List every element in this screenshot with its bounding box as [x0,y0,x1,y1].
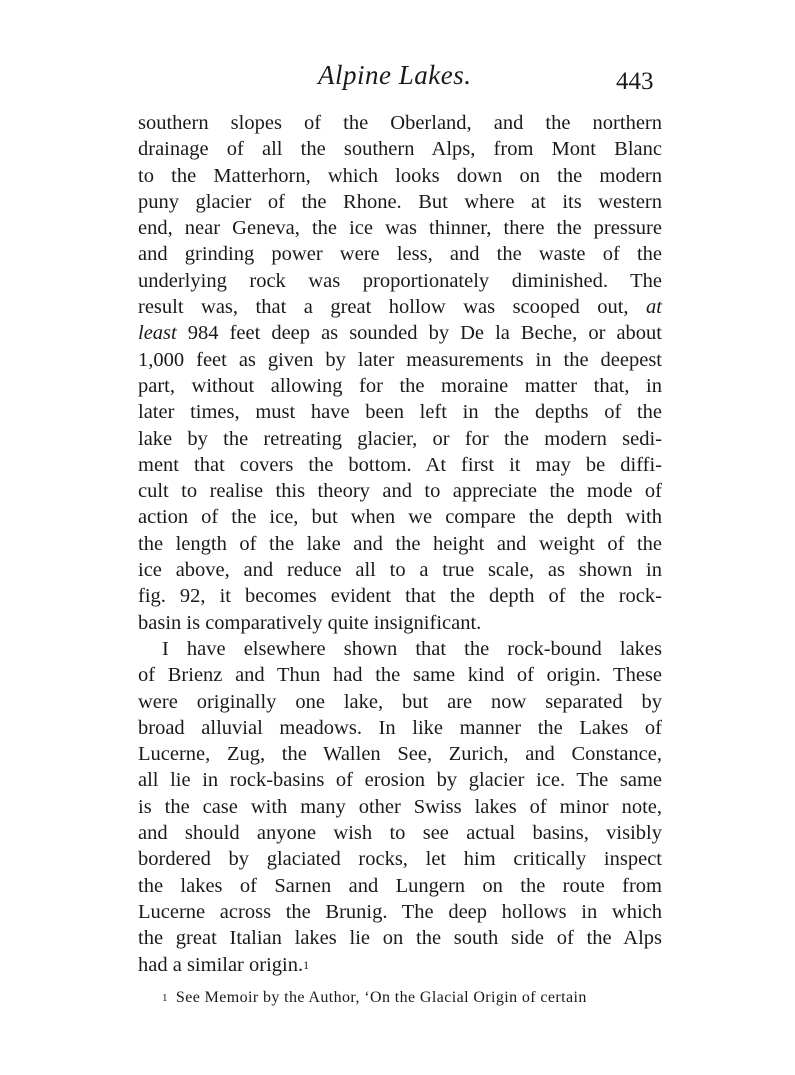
text-line: were originally one lake, but are now separated by [138,690,662,713]
footnote-mark: 1 [162,992,168,1004]
text-line: is the case with many other Swiss lakes of minor note, [138,795,662,818]
text-line: I have elsewhere shown that the rock-bound lakes [162,637,662,660]
text-line: end, near Geneva, the ice was thinner, there the pressure [138,217,662,240]
text-line: underlying rock was proportionately diminished. The [138,269,662,292]
text-segment: had a similar origin. [138,953,304,976]
text-line: all lie in rock-basins of erosion by glacier ice. The same [138,769,662,792]
text-line: basin is comparatively quite insignificant. [138,611,482,634]
text-line: drainage of all the southern Alps, from Mont Blanc [138,138,662,161]
text-line: ment that covers the bottom. At first it may be diffi- [138,453,662,476]
text-line [138,952,662,978]
running-title: Alpine Lakes. [318,60,472,90]
text-line: of Brienz and Thun had the same kind of origin. These [138,664,662,687]
text-line: action of the ice, but when we compare the depth with [138,506,662,529]
text-line: and grinding power were less, and the waste of the [138,243,662,266]
italic-word: at [646,296,662,319]
text-line: lake by the retreating glacier, or for the modern sedi- [138,427,662,450]
running-head [0,60,795,96]
text-line: puny glacier of the Rhone. But where at its western [138,190,662,213]
text-line [138,294,662,320]
text-line: to the Matterhorn, which looks down on the modern [138,164,662,187]
text-line: bordered by glaciated rocks, let him critically inspect [138,848,662,871]
text-line: ice above, and reduce all to a true scale, as shown in [138,559,662,582]
text-line: Lucerne across the Brunig. The deep hollows in which [138,900,662,923]
text-line: later times, must have been left in the depths of the [138,401,662,424]
text-segment: result was, that a great hollow was scooped out, [138,296,647,319]
text-segment: 984 feet deep as sounded by De la Beche, or about [176,322,662,345]
text-line: part, without allowing for the moraine matter that, in [138,374,662,397]
italic-word: least [138,322,177,345]
text-line: the lakes of Sarnen and Lungern on the route from [138,874,662,897]
footnote-text: See Memoir by the Author, ‘On the Glacial Origin of certain [175,989,587,1006]
text-line: Lucerne, Zug, the Wallen See, Zurich, and Constance, [138,743,662,766]
text-line [138,320,662,346]
body-text [138,110,662,978]
text-line: the length of the lake and the height and weight of the [138,532,662,555]
text-line: broad alluvial meadows. In like manner the Lakes of [138,716,662,739]
text-line: cult to realise this theory and to appreciate the mode of [138,480,662,503]
text-line: fig. 92, it becomes evident that the depth of the rock- [138,585,662,608]
text-line: and should anyone wish to see actual basins, visibly [138,822,662,845]
page-number: 443 [616,68,654,95]
text-line: the great Italian lakes lie on the south side of the Alps [138,927,662,950]
text-line: 1,000 feet as given by later measurements in the deepest [138,348,662,371]
footnote [162,988,662,1008]
text-line: southern slopes of the Oberland, and the northern [138,112,662,134]
footnote-reference[interactable]: 1 [303,957,310,972]
